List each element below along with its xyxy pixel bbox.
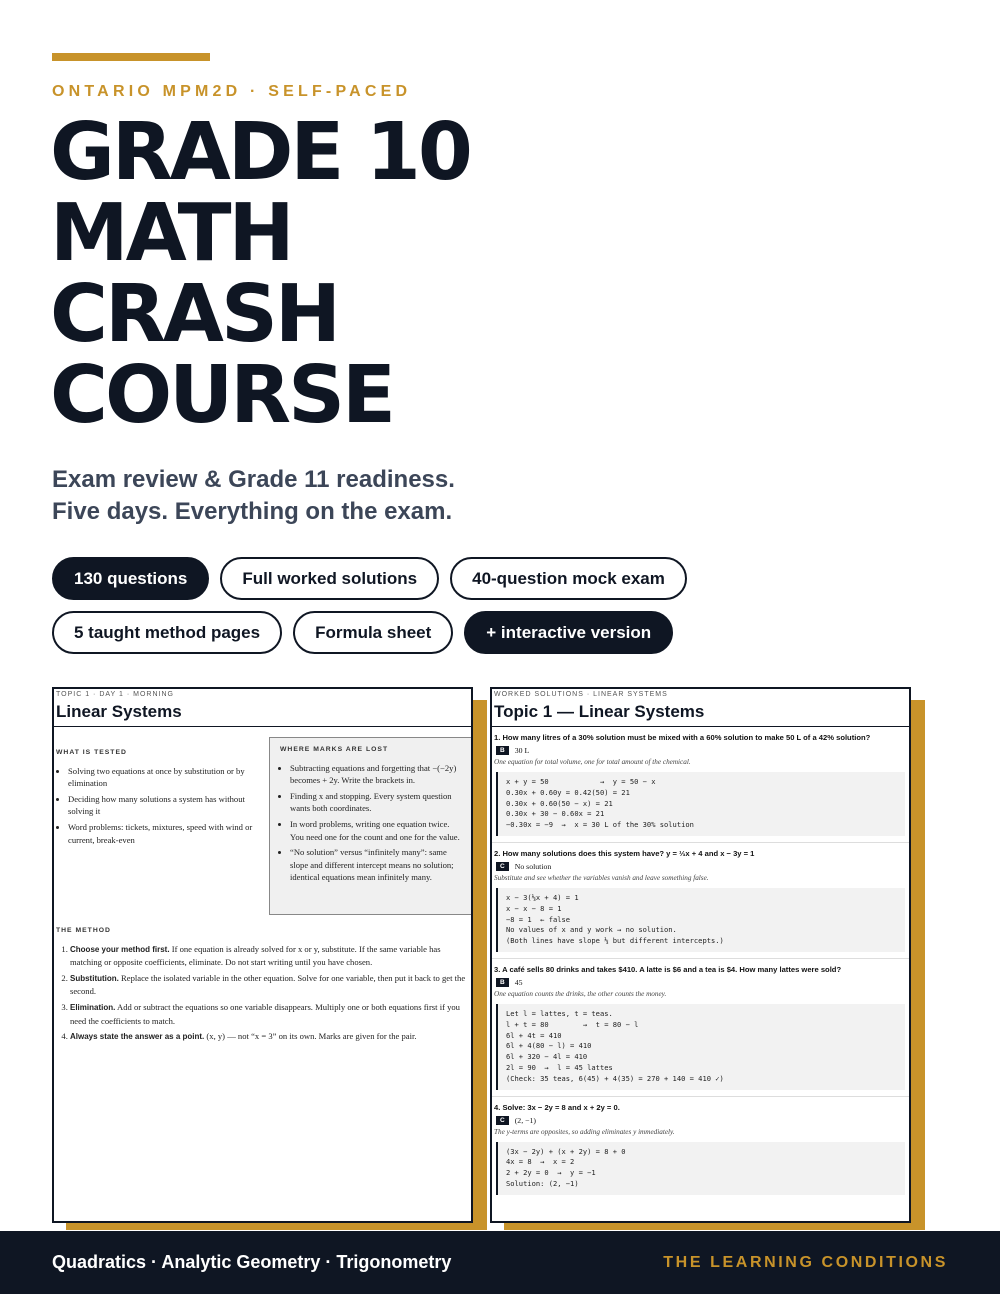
divider — [492, 842, 909, 843]
hint-text: The y-terms are opposites, so adding eliminates y immediately. — [494, 1127, 675, 1136]
method-step: 4. Always state the answer as a point. (x, y) — not “x = 3” on its own. Marks are given for the pair. — [70, 1030, 468, 1044]
section-label: WHAT IS TESTED — [56, 749, 127, 756]
method-step: 3. Elimination. Add or subtract the equations so one variable disappears. Multiply one or both equations first if you need the coefficients to match. — [70, 1001, 468, 1027]
title-line: COURSE — [50, 349, 393, 441]
title-line: GRADE 10 — [50, 106, 470, 198]
page-heading: Topic 1 — Linear Systems — [494, 702, 705, 721]
hint-text: Substitute and see whether the variables vanish and leave something false. — [494, 873, 709, 882]
pill-row — [52, 611, 752, 654]
section-label: THE METHOD — [56, 927, 111, 934]
kicker: ONTARIO MPM2D · SELF-PACED — [52, 83, 412, 100]
title-line: CRASH — [50, 268, 338, 360]
page-heading: Linear Systems — [56, 702, 182, 721]
page-title — [50, 106, 470, 441]
section-label: WHERE MARKS ARE LOST — [280, 746, 389, 753]
worked-solution: (3x − 2y) + (x + 2y) = 8 + 0 4x = 8 → x = 2 2 + 2y = 0 → y = −1 Solution: (2, −1) — [496, 1142, 905, 1195]
answer-text: (2, −1) — [514, 1115, 536, 1125]
pill-solutions: Full worked solutions — [220, 557, 439, 600]
pill-row — [52, 557, 752, 600]
accent-bar — [52, 53, 210, 61]
divider — [492, 1096, 909, 1097]
question-text: 1. How many litres of a 30% solution must be mixed with a 60% solution to make 50 L of a 42% solution? — [494, 733, 871, 742]
answer-text: 30 L — [514, 746, 530, 755]
question-block — [492, 1103, 909, 1195]
answer-text: No solution — [514, 861, 552, 871]
pill-formula-sheet: Formula sheet — [293, 611, 453, 654]
answer-letter: B — [496, 978, 509, 987]
question-block — [492, 733, 909, 843]
question-block — [492, 965, 909, 1097]
question-block — [492, 849, 909, 959]
feature-pills — [52, 557, 752, 665]
list-item: • “No solution” versus “infinitely many”: same slope and different intercept means no solution; identical equations mean infinitely many. — [290, 846, 463, 884]
divider — [492, 726, 909, 727]
worked-solution: x − 3(⅓x + 4) = 1 x − x − 8 = 1 −8 = 1 ← false No values of x and y work → no solution. (Both lines have slope ⅓ but different intercepts.) — [496, 888, 905, 952]
pill-interactive: + interactive version — [464, 611, 673, 654]
list-item: • Solving two equations at once by substitution or by elimination — [68, 765, 264, 790]
answer-text: 45 — [514, 977, 523, 987]
list-item: • Word problems: tickets, mixtures, speed with wind or current, break-even — [68, 821, 264, 846]
pill-method-pages: 5 taught method pages — [52, 611, 282, 654]
method-step: 1. Choose your method first. If one equation is already solved for x or y, substitute. If the same variable has matching or opposite coefficients, eliminate. Do not start writing until you have chosen. — [70, 943, 468, 969]
worked-solution: x + y = 50 → y = 50 − x 0.30x + 0.60y = 0.42(50) = 21 0.30x + 0.60(50 − x) = 21 0.30x + 30 − 0.60x = 21 −0.30x = −9 → x = 30 L of the 30% solution — [496, 772, 905, 836]
method-page-preview — [52, 687, 473, 1223]
question-text: 2. How many solutions does this system have? y = ⅓x + 4 and x − 3y = 1 — [494, 848, 755, 858]
subtitle-line: Five days. Everything on the exam. — [52, 498, 453, 525]
answer-letter: C — [496, 1116, 509, 1125]
answer-row — [492, 1116, 909, 1125]
solutions-body — [492, 733, 909, 1195]
the-method — [56, 925, 468, 1047]
marks-lost-box — [269, 737, 472, 915]
footer-bar — [0, 1231, 1000, 1294]
answer-letter: C — [496, 862, 509, 871]
answer-letter: B — [496, 746, 509, 755]
pill-mock-exam: 40-question mock exam — [450, 557, 687, 600]
what-is-tested — [56, 747, 264, 849]
method-step: 2. Substitution. Replace the isolated variable in the other equation. Solve for one variable, then put it back to get the second. — [70, 972, 468, 998]
answer-row — [492, 862, 909, 871]
answer-row — [492, 978, 909, 987]
subtitle — [52, 464, 455, 528]
list-item: • Finding x and stopping. Every system question wants both coordinates. — [290, 790, 463, 815]
question-text: 4. Solve: 3x − 2y = 8 and x + 2y = 0. — [494, 1102, 620, 1112]
page-eyebrow: WORKED SOLUTIONS · LINEAR SYSTEMS — [494, 691, 668, 698]
list-item: • Deciding how many solutions a system has without solving it — [68, 793, 264, 818]
hint-text: One equation for total volume, one for total amount of the chemical. — [494, 758, 691, 766]
footer-topics: Quadratics · Analytic Geometry · Trigonometry — [52, 1252, 452, 1272]
subtitle-line: Exam review & Grade 11 readiness. — [52, 466, 455, 493]
title-line: MATH — [50, 187, 292, 279]
answer-row — [492, 746, 909, 755]
hint-text: One equation counts the drinks, the other counts the money. — [494, 989, 667, 998]
worked-solution: Let l = lattes, t = teas. l + t = 80 → t = 80 − l 6l + 4t = 410 6l + 4(80 − l) = 410 6l + 320 − 4l = 410 2l = 90 → l = 45 lattes (Check: 35 teas, 6(45) + 4(35) = 270 + 140 = 410 ✓) — [496, 1004, 905, 1090]
divider — [54, 726, 471, 727]
question-text: 3. A café sells 80 drinks and takes $410. A latte is $6 and a tea is $4. How many lattes were sold? — [494, 964, 842, 974]
divider — [492, 958, 909, 959]
solutions-page-preview — [490, 687, 911, 1223]
list-item: • In word problems, writing one equation twice. You need one for the count and one for the value. — [290, 818, 463, 843]
list-item: • Subtracting equations and forgetting that −(−2y) becomes + 2y. Write the brackets in. — [290, 762, 463, 787]
pill-questions: 130 questions — [52, 557, 209, 600]
page-eyebrow: TOPIC 1 · DAY 1 · MORNING — [56, 691, 174, 698]
footer-brand: THE LEARNING CONDITIONS — [663, 1254, 948, 1271]
